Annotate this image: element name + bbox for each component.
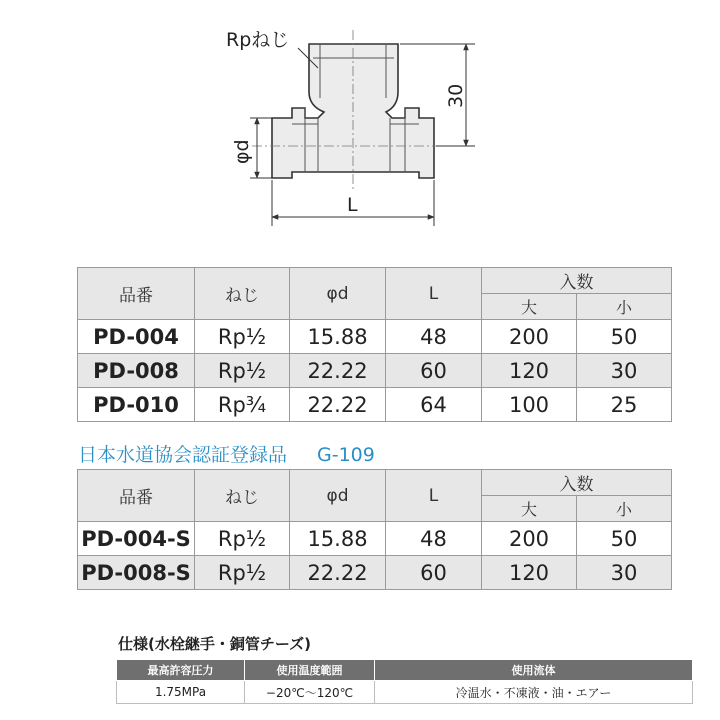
header-thread: ねじ — [195, 470, 290, 522]
spec-temperature: −20℃〜120℃ — [245, 681, 375, 704]
part-no: PD-008 — [78, 354, 195, 388]
thread-label: Rpねじ — [226, 29, 290, 51]
part-no: PD-004 — [78, 320, 195, 354]
part-no: PD-010 — [78, 388, 195, 422]
length: 60 — [386, 556, 482, 590]
specs-title: 仕様(水栓継手・銅管チーズ) — [118, 635, 311, 653]
table-row — [78, 354, 672, 388]
header-qty-small: 小 — [577, 294, 672, 320]
qty-large: 100 — [482, 388, 577, 422]
length: 48 — [386, 522, 482, 556]
tee-fitting-drawing — [0, 0, 720, 245]
thread: Rp½ — [195, 320, 290, 354]
header-part-no: 品番 — [78, 268, 195, 320]
table-row — [78, 388, 672, 422]
diameter: 22.22 — [290, 388, 386, 422]
certification-text: 日本水道協会認証登録品 — [78, 444, 288, 466]
header-length: L — [386, 268, 482, 320]
header-quantity: 入数 — [482, 268, 672, 294]
table-row — [78, 320, 672, 354]
certified-product-table — [77, 469, 672, 590]
spec-header-fluid: 使用流体 — [375, 660, 693, 681]
header-diameter: φd — [290, 268, 386, 320]
diameter-dimension: φd — [231, 139, 253, 164]
certification-line — [78, 440, 375, 467]
qty-large: 200 — [482, 320, 577, 354]
thread: Rp¾ — [195, 388, 290, 422]
height-dimension: 30 — [445, 83, 467, 108]
qty-small: 25 — [577, 388, 672, 422]
diameter: 22.22 — [290, 556, 386, 590]
diameter: 15.88 — [290, 522, 386, 556]
length: 60 — [386, 354, 482, 388]
length: 64 — [386, 388, 482, 422]
thread: Rp½ — [195, 354, 290, 388]
qty-small: 50 — [577, 522, 672, 556]
certification-code: G-109 — [317, 444, 375, 466]
length-dimension: L — [347, 194, 358, 216]
spec-max-pressure: 1.75MPa — [117, 681, 245, 704]
thread: Rp½ — [195, 556, 290, 590]
header-thread: ねじ — [195, 268, 290, 320]
part-no: PD-004-S — [78, 522, 195, 556]
spec-fluid: 冷温水・不凍液・油・エアー — [375, 681, 693, 704]
qty-small: 50 — [577, 320, 672, 354]
spec-header-temperature: 使用温度範囲 — [245, 660, 375, 681]
qty-large: 200 — [482, 522, 577, 556]
product-table — [77, 267, 672, 422]
header-diameter: φd — [290, 470, 386, 522]
qty-small: 30 — [577, 556, 672, 590]
spec-header-max-pressure: 最高許容圧力 — [117, 660, 245, 681]
diameter: 22.22 — [290, 354, 386, 388]
qty-large: 120 — [482, 354, 577, 388]
qty-large: 120 — [482, 556, 577, 590]
table-row — [78, 556, 672, 590]
header-qty-large: 大 — [482, 294, 577, 320]
header-qty-large: 大 — [482, 496, 577, 522]
header-quantity: 入数 — [482, 470, 672, 496]
length: 48 — [386, 320, 482, 354]
thread: Rp½ — [195, 522, 290, 556]
part-no: PD-008-S — [78, 556, 195, 590]
specs-table — [116, 659, 693, 704]
header-qty-small: 小 — [577, 496, 672, 522]
header-part-no: 品番 — [78, 470, 195, 522]
qty-small: 30 — [577, 354, 672, 388]
diameter: 15.88 — [290, 320, 386, 354]
header-length: L — [386, 470, 482, 522]
table-row — [78, 522, 672, 556]
